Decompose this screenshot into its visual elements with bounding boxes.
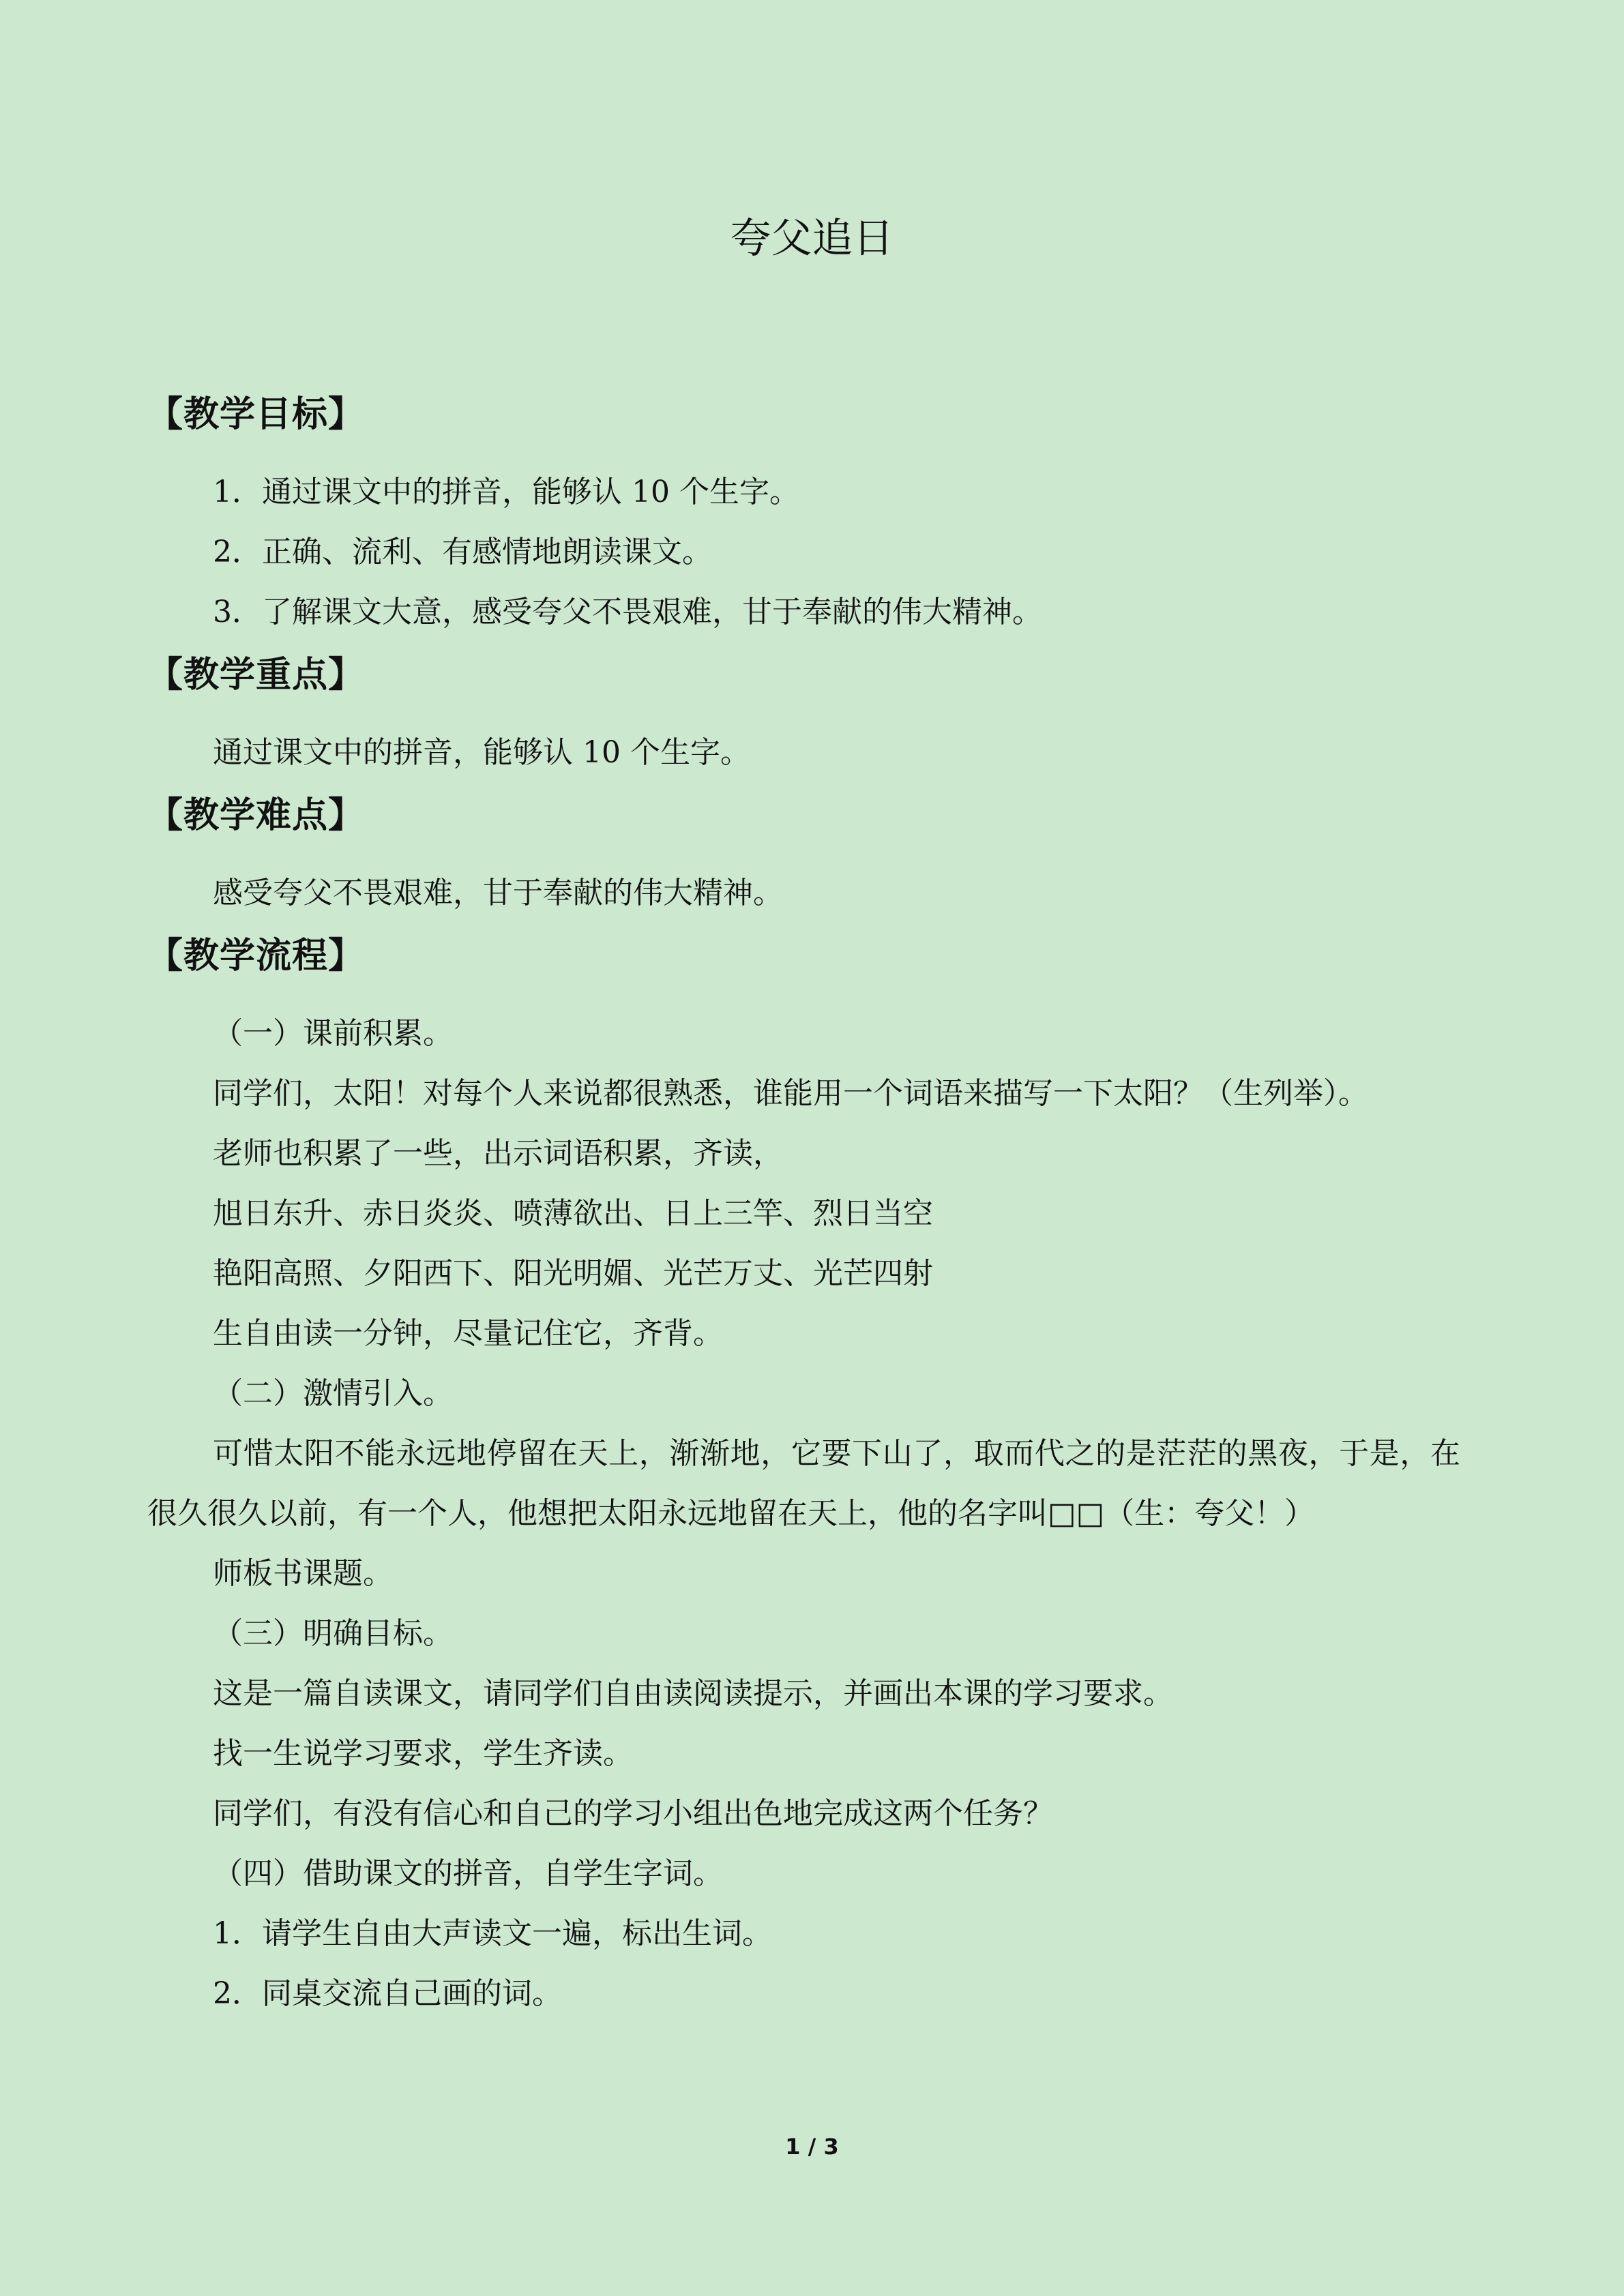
objective-item: 1．通过课文中的拼音，能够认 10 个生字。 <box>213 475 799 509</box>
spacer <box>147 992 1460 1004</box>
process-paragraph: （四）借助课文的拼音，自学生字词。 <box>213 1856 723 1891</box>
difficulties-text: 感受夸父不畏艰难，甘于奉献的伟大精神。 <box>213 876 783 910</box>
process-paragraph: 这是一篇自读课文，请同学们自由读阅读提示，并画出本课的学习要求。 <box>213 1676 1173 1711</box>
section-heading-key-points: 【教学重点】 <box>147 655 365 696</box>
spacer <box>147 711 1460 723</box>
spacer <box>147 851 1460 863</box>
process-paragraph: （二）激情引入。 <box>213 1376 453 1411</box>
section-heading-objectives: 【教学目标】 <box>147 394 365 435</box>
process-paragraph: 老师也积累了一些，出示词语积累，齐读， <box>213 1136 783 1171</box>
process-paragraph: 旭日东升、赤日炎炎、喷薄欲出、日上三竿、烈日当空 <box>213 1196 933 1231</box>
process-paragraph: 可惜太阳不能永远地停留在天上，渐渐地，它要下山了，取而代之的是茫茫的黑夜，于是，在很久很久以前，有一个人，他想把太阳永远地留在天上，他的名字叫□□（生：夸父！） <box>147 1436 1460 1531</box>
objective-item: 2．正确、流利、有感情地朗读课文。 <box>213 535 712 569</box>
page-number: 1 / 3 <box>785 2134 839 2160</box>
section-heading-process: 【教学流程】 <box>147 936 365 976</box>
key-points-text: 通过课文中的拼音，能够认 10 个生字。 <box>213 735 750 770</box>
process-paragraph: 同学们，有没有信心和自己的学习小组出色地完成这两个任务？ <box>213 1796 1053 1831</box>
process-paragraph: 1．请学生自由大声读文一遍，标出生词。 <box>213 1916 772 1951</box>
objective-item: 3．了解课文大意，感受夸父不畏艰难，甘于奉献的伟大精神。 <box>213 595 1042 629</box>
process-paragraph: 同学们，太阳！对每个人来说都很熟悉，谁能用一个词语来描写一下太阳？（生列举）。 <box>213 1076 1368 1111</box>
process-paragraph: 找一生说学习要求，学生齐读。 <box>213 1736 633 1771</box>
document-body <box>147 382 1460 2024</box>
process-paragraph: 生自由读一分钟，尽量记住它，齐背。 <box>213 1316 723 1351</box>
process-paragraph: （一）课前积累。 <box>213 1016 453 1051</box>
process-paragraph: 艳阳高照、夕阳西下、阳光明媚、光芒万丈、光芒四射 <box>213 1256 933 1291</box>
spacer <box>147 450 1460 462</box>
document-title: 夸父追日 <box>730 215 894 263</box>
process-paragraph: （三）明确目标。 <box>213 1616 453 1651</box>
process-paragraph: 师板书课题。 <box>213 1556 393 1591</box>
section-heading-difficulties: 【教学难点】 <box>147 795 365 836</box>
process-paragraph: 2．同桌交流自己画的词。 <box>213 1976 562 2011</box>
